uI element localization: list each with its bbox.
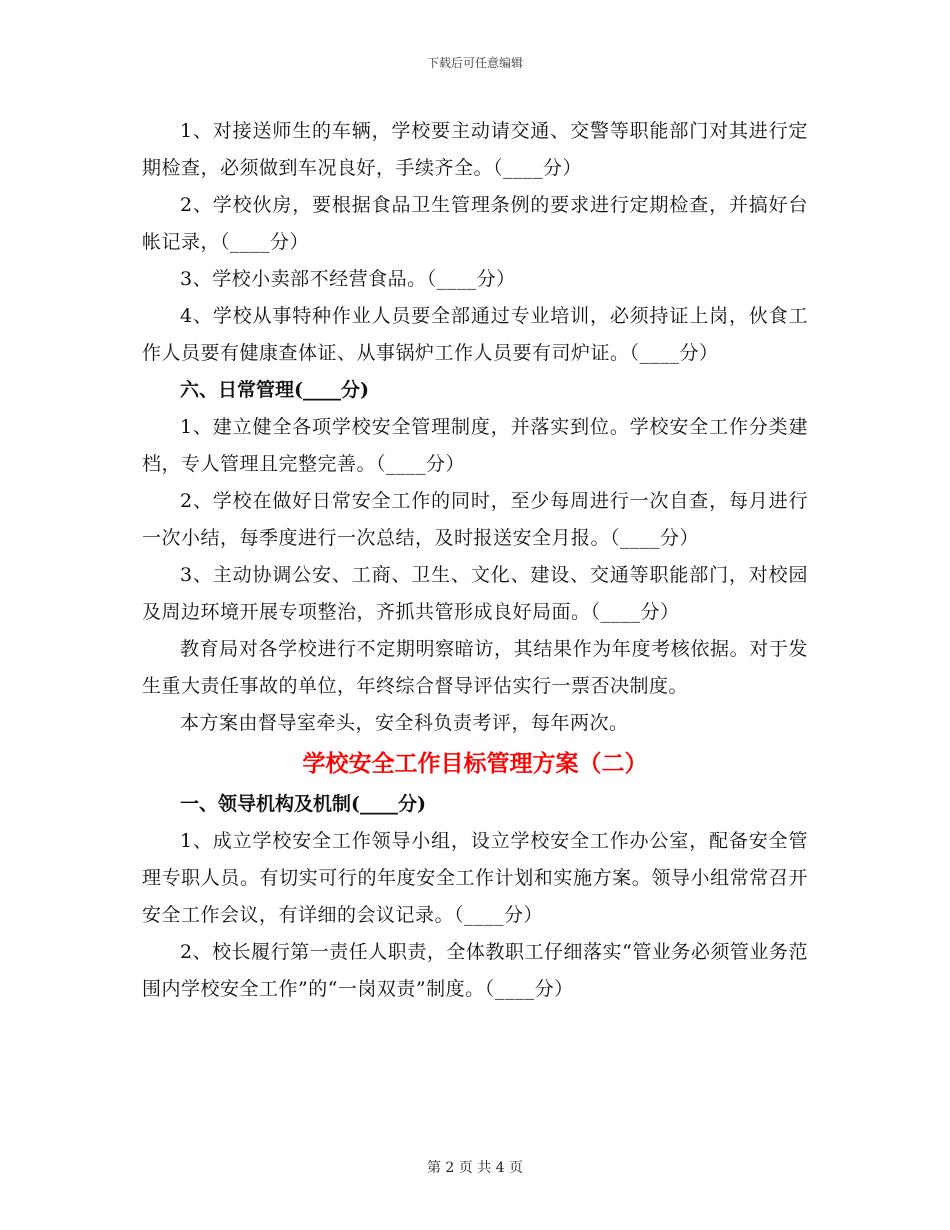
document-title: 学校安全工作目标管理方案（二）: [302, 750, 648, 777]
paragraph-vehicle-inspection: 1、对接送师生的车辆，学校要主动请交通、交警等职能部门对其进行定期检查，必须做到车况良好，手续齐全。（____分）: [142, 120, 808, 179]
paragraph-special-operators: 4、学校从事特种作业人员要全部通过专业培训，必须持证上岗，伙食工作人员要有健康查体证、从事锅炉工作人员要有司炉证。（____分）: [142, 305, 808, 364]
paragraph-coordination: 3、主动协调公安、工商、卫生、文化、建设、交通等职能部门，对校园及周边环境开展专项整治，齐抓共管形成良好局面。（____分）: [142, 564, 808, 623]
paragraph-leadership-group: 1、成立学校安全工作领导小组，设立学校安全工作办公室，配备安全管理专职人员。有切实可行的年度安全工作计划和实施方案。领导小组常常召开安全工作会议，有详细的会议记录。（____分）: [142, 830, 808, 926]
section-heading-daily-management: 六、日常管理(____分): [180, 379, 369, 401]
section-heading-leadership: 一、领导机构及机制(____分): [180, 793, 426, 815]
page-header: 下载后可任意编辑: [426, 56, 523, 70]
document-body: [142, 113, 808, 1008]
paragraph-shop: 3、学校小卖部不经营食品。（____分）: [180, 268, 516, 290]
paragraph-self-inspection: 2、学校在做好日常安全工作的同时，至少每周进行一次自查，每月进行一次小结，每季度进行一次总结，及时报送安全月报。（____分）: [142, 490, 808, 549]
paragraph-responsibility: 本方案由督导室牵头，安全科负责考评，每年两次。: [180, 712, 629, 734]
paragraph-canteen: 2、学校伙房，要根据食品卫生管理条例的要求进行定期检查，并搞好台帐记录，（____分）: [142, 194, 808, 253]
page-footer: 第 2 页 共 4 页: [426, 1160, 524, 1176]
paragraph-principal-duty: 2、校长履行第一责任人职责，全体教职工仔细落实“管业务必须管业务范围内学校安全工作”的“一岗双责”制度。（____分）: [142, 941, 808, 1000]
paragraph-assessment: 教育局对各学校进行不定期明察暗访，其结果作为年度考核依据。对于发生重大责任事故的单位，年终综合督导评估实行一票否决制度。: [142, 638, 808, 697]
paragraph-safety-system: 1、建立健全各项学校安全管理制度，并落实到位。学校安全工作分类建档，专人管理且完整完善。（____分）: [142, 416, 808, 475]
